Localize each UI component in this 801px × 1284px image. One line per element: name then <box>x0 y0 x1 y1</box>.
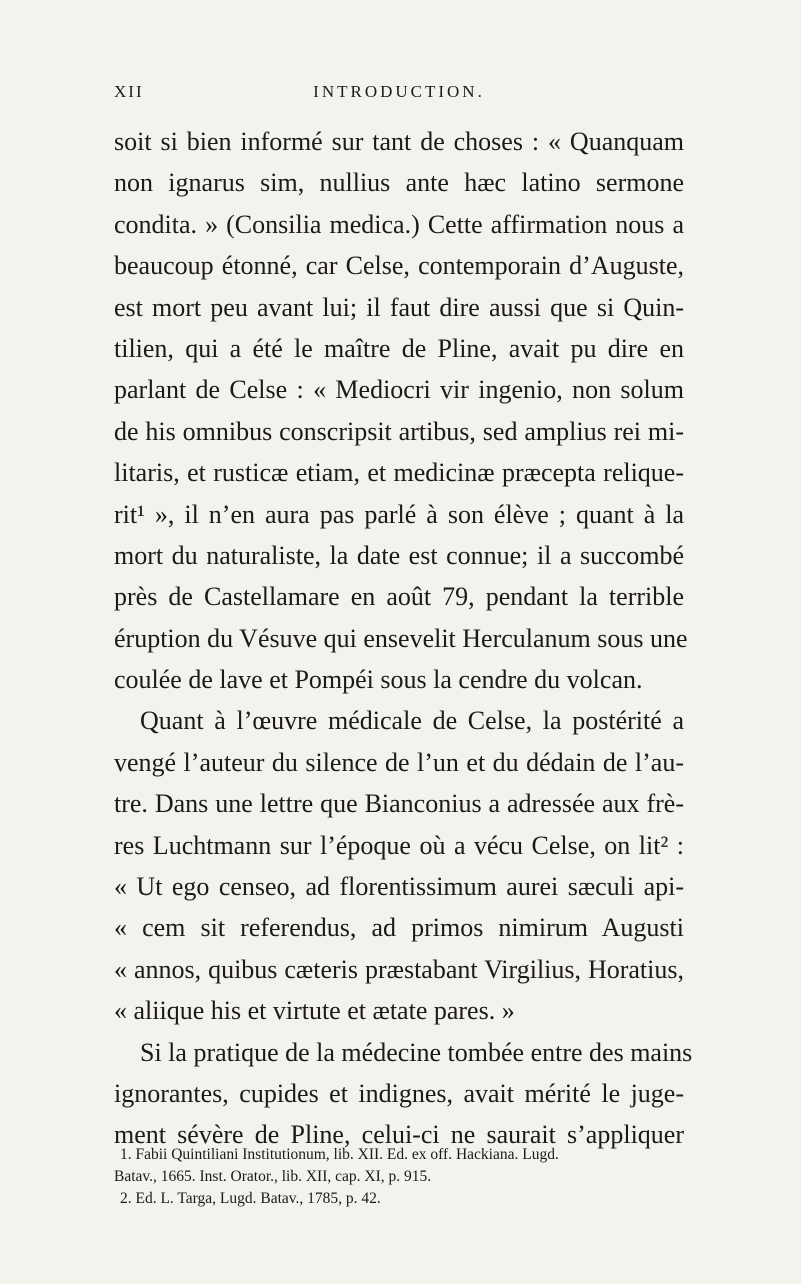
text-line: tre. Dans une lettre que Bianconius a adressée aux frè- <box>114 789 684 819</box>
text-line: beaucoup étonné, car Celse, contemporain d’Auguste, <box>114 251 684 281</box>
text-line: est mort peu avant lui; il faut dire aussi que si Quin- <box>114 292 684 322</box>
quote-line: « aliique his et virtute et ætate pares. » <box>114 996 515 1026</box>
paragraph-start-line: Si la pratique de la médecine tombée entre des mains <box>140 1037 693 1067</box>
footnote-2: 2. Ed. L. Targa, Lugd. Batav., 1785, p. 42. <box>120 1190 381 1207</box>
quote-line: « annos, quibus cæteris præstabant Virgilius, Horatius, <box>114 954 684 984</box>
paragraph-start-line: Quant à l’œuvre médicale de Celse, la postérité a <box>140 706 684 736</box>
text-line: vengé l’auteur du silence de l’un et du dédain de l’au- <box>114 747 684 777</box>
text-line: res Luchtmann sur l’époque où a vécu Celse, on lit² : <box>114 830 684 860</box>
page-header <box>114 82 684 106</box>
text-line: litaris, et rusticæ etiam, et medicinæ præcepta relique- <box>114 458 684 488</box>
text-line: tilien, qui a été le maître de Pline, avait pu dire en <box>114 333 684 363</box>
text-line: soit si bien informé sur tant de choses : « Quanquam <box>114 127 684 156</box>
text-line: ment sévère de Pline, celui-ci ne saurait s’appliquer <box>114 1120 684 1150</box>
running-title: INTRODUCTION. <box>313 82 485 101</box>
page-number: XII <box>114 82 144 101</box>
text-line: éruption du Vésuve qui ensevelit Herculanum sous une <box>114 623 688 653</box>
text-line: mort du naturaliste, la date est connue; il a succombé <box>114 540 684 570</box>
footnote-1: 1. Fabii Quintiliani Institutionum, lib. XII. Ed. ex off. Hackiana. Lugd. <box>120 1146 559 1163</box>
text-line: coulée de lave et Pompéi sous la cendre du volcan. <box>114 665 643 695</box>
text-line: parlant de Celse : « Mediocri vir ingenio, non solum <box>114 375 684 405</box>
body-text <box>114 121 693 1156</box>
text-line: ignorantes, cupides et indignes, avait mérité le juge- <box>114 1078 684 1108</box>
footnote-1-continued: Batav., 1665. Inst. Orator., lib. XII, cap. XI, p. 915. <box>114 1168 432 1185</box>
quote-line: « cem sit referendus, ad primos nimirum Augusti <box>114 913 684 943</box>
quote-line: « Ut ego censeo, ad florentissimum aurei sæculi api- <box>114 872 684 902</box>
text-line: près de Castellamare en août 79, pendant la terrible <box>114 582 684 612</box>
footnotes <box>114 1144 684 1210</box>
text-line: rit¹ », il n’en aura pas parlé à son élève ; quant à la <box>114 499 684 529</box>
text-line: non ignarus sim, nullius ante hæc latino sermone <box>114 168 684 198</box>
text-line: de his omnibus conscripsit artibus, sed amplius rei mi- <box>114 416 684 446</box>
text-line: condita. » (Consilia medica.) Cette affirmation nous a <box>114 209 684 239</box>
